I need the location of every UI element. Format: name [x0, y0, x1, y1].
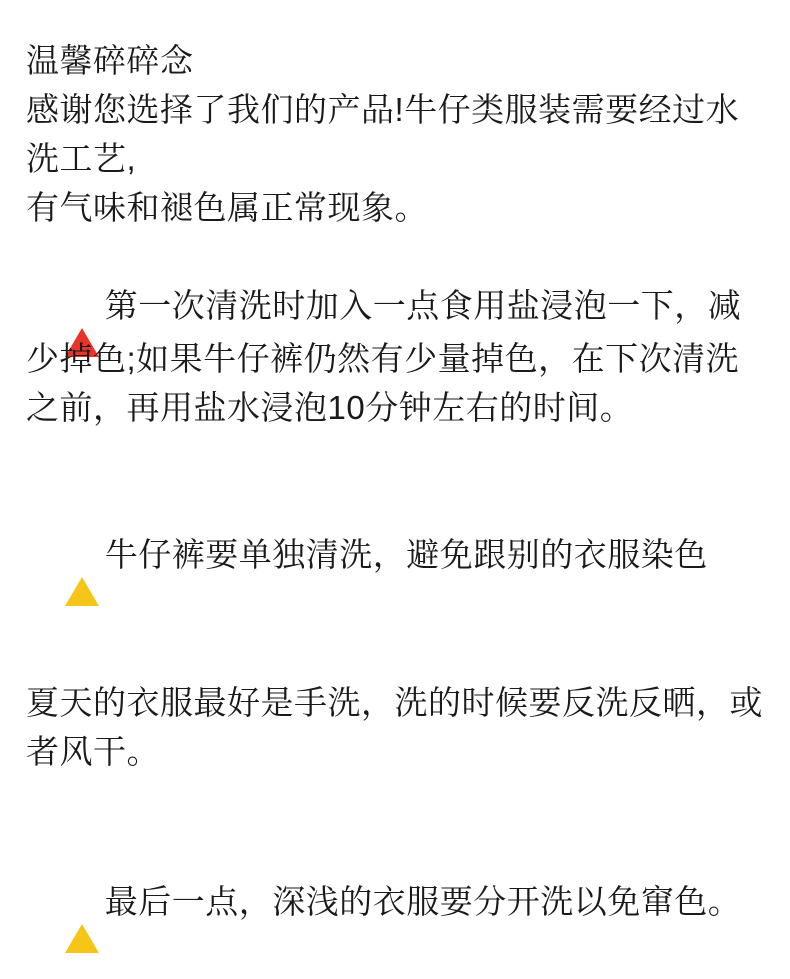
wash-separately-tip [26, 481, 766, 632]
yellow-warning-icon: ! [65, 881, 99, 930]
salt-soak-tip-text: 第一次清洗时加入一点食用盐浸泡一下，减少掉色;如果牛仔裤仍然有少量掉色，在下次清洗之前，再用盐水浸泡10分钟左右的时间。 [26, 287, 742, 426]
section-spacer-1 [26, 632, 766, 678]
section-spacer-2 [26, 776, 766, 828]
red-triangle-icon [65, 285, 99, 334]
summer-clothes-tip: 夏天的衣服最好是手洗，洗的时候要反洗反晒，或者风干。 [26, 684, 763, 770]
page-title: 温馨碎碎念 [26, 42, 194, 79]
salt-soak-tip [26, 232, 766, 481]
intro-paragraph: 感谢您选择了我们的产品!牛仔类服装需要经过水洗工艺, [26, 91, 740, 177]
last-point-tip [26, 828, 766, 979]
wash-separately-tip-text: 牛仔裤要单独清洗，避免跟别的衣服染色 [104, 536, 708, 573]
last-point-tip-text: 最后一点，深浅的衣服要分开洗以免窜色。 [104, 883, 742, 920]
normal-phenomenon-paragraph: 有气味和褪色属正常现象。 [26, 189, 428, 226]
yellow-warning-icon: ! [65, 534, 99, 583]
